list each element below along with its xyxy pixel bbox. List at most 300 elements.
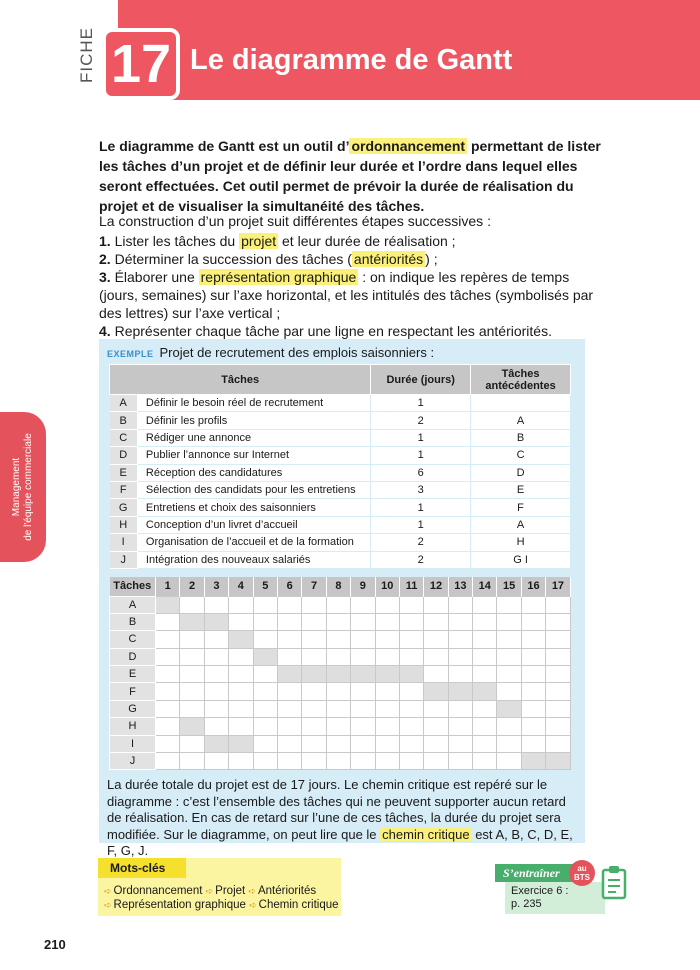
steps-lead: La construction d’un projet suit différentes étapes successives :: [99, 213, 491, 229]
gantt-empty-cell: [424, 648, 448, 665]
gantt-empty-cell: [448, 666, 472, 683]
side-tab: [0, 412, 46, 562]
gantt-empty-cell: [180, 700, 204, 717]
gantt-empty-cell: [253, 718, 277, 735]
gantt-empty-cell: [326, 735, 350, 752]
gantt-empty-cell: [399, 735, 423, 752]
gantt-empty-cell: [180, 648, 204, 665]
arrow-icon: ➪: [104, 900, 112, 910]
task-antecedents-cell: [471, 395, 571, 412]
gantt-day-label: 5: [253, 577, 277, 596]
gantt-empty-cell: [277, 648, 301, 665]
keyword-item: Antériorités: [257, 885, 317, 897]
gantt-empty-cell: [351, 613, 375, 630]
gantt-empty-cell: [229, 700, 253, 717]
keywords-line-2: [104, 899, 339, 911]
page-number: 210: [44, 937, 66, 952]
gantt-empty-cell: [497, 683, 521, 700]
gantt-empty-cell: [156, 613, 180, 630]
gantt-empty-cell: [326, 596, 350, 613]
gantt-empty-cell: [351, 648, 375, 665]
gantt-day-label: 14: [473, 577, 497, 596]
gantt-bar-cell: [424, 683, 448, 700]
task-letter-cell: I: [110, 534, 138, 551]
task-row: [110, 429, 571, 446]
step-1: 1. Lister les tâches du projet et leur durée de réalisation ;: [99, 233, 456, 249]
gantt-empty-cell: [521, 596, 545, 613]
gantt-empty-cell: [375, 631, 399, 648]
task-row: [110, 516, 571, 533]
gantt-empty-cell: [473, 613, 497, 630]
task-name-cell: Sélection des candidats pour les entretiens: [137, 481, 370, 498]
fiche-label: FICHE: [77, 27, 96, 83]
gantt-empty-cell: [253, 683, 277, 700]
example-box: [99, 339, 585, 858]
gantt-empty-cell: [326, 753, 350, 770]
example-footer: La durée totale du projet est de 17 jours. Le chemin critique est repéré sur le diagramme : c’est l’ensemble des tâches qui ne peuvent supporter aucun retard de réalisation. En cas de retard sur l’une de ces tâches, la durée du projet sera modifiée. Sur le diagramme, on peut lire que le chemin critique est A, B, C, D, E, F, G, J.: [107, 777, 573, 858]
gantt-empty-cell: [375, 596, 399, 613]
gantt-empty-cell: [302, 700, 326, 717]
keyword-item: Projet: [215, 885, 246, 897]
task-letter-cell: J: [110, 551, 138, 568]
gantt-bar-cell: [156, 596, 180, 613]
gantt-empty-cell: [546, 596, 570, 613]
gantt-empty-cell: [473, 718, 497, 735]
highlight-ordonnancement: ordonnancement: [351, 138, 466, 154]
gantt-empty-cell: [229, 648, 253, 665]
gantt-empty-cell: [302, 718, 326, 735]
gantt-empty-cell: [375, 613, 399, 630]
task-duration-cell: 3: [371, 481, 471, 498]
example-title: Projet de recrutement des emplois saisonniers :: [159, 345, 435, 360]
task-name-cell: Rédiger une annonce: [137, 429, 370, 446]
gantt-empty-cell: [156, 718, 180, 735]
gantt-day-label: 13: [448, 577, 472, 596]
gantt-bar-cell: [180, 718, 204, 735]
steps-list: [99, 212, 609, 340]
gantt-empty-cell: [351, 753, 375, 770]
gantt-row: [110, 666, 571, 683]
task-row: [110, 447, 571, 464]
header-duration: Durée (jours): [371, 365, 471, 395]
gantt-empty-cell: [375, 735, 399, 752]
gantt-empty-cell: [399, 596, 423, 613]
keyword-item: Ordonnancement: [113, 885, 203, 897]
gantt-empty-cell: [521, 648, 545, 665]
gantt-empty-cell: [229, 683, 253, 700]
gantt-empty-cell: [326, 648, 350, 665]
gantt-empty-cell: [277, 596, 301, 613]
gantt-bar-cell: [229, 735, 253, 752]
gantt-empty-cell: [473, 700, 497, 717]
gantt-empty-cell: [424, 718, 448, 735]
arrow-icon: ➪: [249, 900, 257, 910]
gantt-empty-cell: [204, 718, 228, 735]
task-row: [110, 412, 571, 429]
gantt-empty-cell: [546, 648, 570, 665]
header-tasks: Tâches: [110, 365, 371, 395]
gantt-bar-cell: [546, 753, 570, 770]
gantt-empty-cell: [302, 613, 326, 630]
gantt-empty-cell: [326, 631, 350, 648]
task-duration-cell: 1: [371, 499, 471, 516]
gantt-empty-cell: [424, 700, 448, 717]
gantt-empty-cell: [351, 700, 375, 717]
gantt-empty-cell: [497, 613, 521, 630]
gantt-day-label: 16: [521, 577, 545, 596]
gantt-empty-cell: [424, 631, 448, 648]
keyword-item: Représentation graphique: [113, 899, 246, 911]
gantt-bar-cell: [399, 666, 423, 683]
gantt-day-label: 4: [229, 577, 253, 596]
gantt-empty-cell: [521, 613, 545, 630]
keyword-item: Chemin critique: [258, 899, 339, 911]
keywords-box: [98, 858, 341, 916]
task-antecedents-cell: E: [471, 481, 571, 498]
gantt-day-label: 2: [180, 577, 204, 596]
gantt-day-label: 11: [399, 577, 423, 596]
task-row: [110, 464, 571, 481]
gantt-empty-cell: [351, 683, 375, 700]
gantt-empty-cell: [302, 596, 326, 613]
gantt-bar-cell: [229, 631, 253, 648]
gantt-empty-cell: [180, 596, 204, 613]
gantt-empty-cell: [399, 631, 423, 648]
gantt-bar-cell: [375, 666, 399, 683]
gantt-empty-cell: [180, 753, 204, 770]
gantt-empty-cell: [497, 753, 521, 770]
gantt-row-label: A: [110, 596, 156, 613]
gantt-empty-cell: [546, 631, 570, 648]
gantt-empty-cell: [302, 648, 326, 665]
gantt-empty-cell: [204, 700, 228, 717]
task-antecedents-cell: D: [471, 464, 571, 481]
gantt-empty-cell: [156, 735, 180, 752]
gantt-bar-cell: [204, 613, 228, 630]
gantt-empty-cell: [204, 631, 228, 648]
entrainer-tag: S’entraîner: [495, 864, 579, 882]
gantt-empty-cell: [229, 613, 253, 630]
gantt-empty-cell: [473, 631, 497, 648]
gantt-day-label: 15: [497, 577, 521, 596]
example-heading: [107, 345, 434, 360]
task-antecedents-cell: F: [471, 499, 571, 516]
gantt-day-label: 9: [351, 577, 375, 596]
task-antecedents-cell: H: [471, 534, 571, 551]
gantt-empty-cell: [229, 596, 253, 613]
exercise-reference[interactable]: Exercice 6 : p. 235: [505, 882, 605, 914]
task-name-cell: Définir le besoin réel de recrutement: [137, 395, 370, 412]
gantt-row-label: F: [110, 683, 156, 700]
gantt-row: [110, 683, 571, 700]
task-duration-cell: 2: [371, 534, 471, 551]
gantt-empty-cell: [399, 683, 423, 700]
gantt-empty-cell: [302, 735, 326, 752]
gantt-empty-cell: [424, 735, 448, 752]
side-tab-line2: de l'équipe commerciale: [23, 433, 34, 541]
gantt-bar-cell: [521, 753, 545, 770]
gantt-bar-cell: [180, 613, 204, 630]
gantt-empty-cell: [497, 735, 521, 752]
gantt-empty-cell: [229, 753, 253, 770]
gantt-empty-cell: [521, 666, 545, 683]
gantt-row: [110, 648, 571, 665]
page-title: Le diagramme de Gantt: [190, 44, 513, 76]
gantt-empty-cell: [375, 718, 399, 735]
gantt-empty-cell: [473, 753, 497, 770]
arrow-icon: ➪: [104, 886, 112, 896]
gantt-row: [110, 596, 571, 613]
gantt-row: [110, 700, 571, 717]
gantt-row: [110, 631, 571, 648]
gantt-empty-cell: [277, 613, 301, 630]
gantt-empty-cell: [521, 718, 545, 735]
task-letter-cell: E: [110, 464, 138, 481]
task-name-cell: Réception des candidatures: [137, 464, 370, 481]
gantt-empty-cell: [473, 648, 497, 665]
gantt-empty-cell: [448, 718, 472, 735]
step-3: 3. Élaborer une représentation graphique : on indique les repères de temps (jours, semaines) sur l’axe horizontal, et les intitulés des tâches (symbolisés par des lettres) sur l’axe vertical ;: [99, 269, 594, 321]
gantt-empty-cell: [424, 613, 448, 630]
gantt-empty-cell: [253, 666, 277, 683]
gantt-empty-cell: [326, 683, 350, 700]
gantt-empty-cell: [546, 735, 570, 752]
task-antecedents-cell: A: [471, 516, 571, 533]
task-letter-cell: F: [110, 481, 138, 498]
task-letter-cell: B: [110, 412, 138, 429]
gantt-empty-cell: [253, 735, 277, 752]
step-2: 2. Déterminer la succession des tâches ( antériorités ) ;: [99, 251, 438, 267]
gantt-bar-cell: [253, 648, 277, 665]
gantt-empty-cell: [180, 735, 204, 752]
gantt-empty-cell: [448, 613, 472, 630]
gantt-empty-cell: [448, 753, 472, 770]
gantt-empty-cell: [180, 683, 204, 700]
gantt-empty-cell: [473, 596, 497, 613]
gantt-bar-cell: [277, 666, 301, 683]
arrow-icon: ➪: [205, 886, 214, 896]
gantt-empty-cell: [277, 683, 301, 700]
task-antecedents-cell: G I: [471, 551, 571, 568]
gantt-empty-cell: [546, 700, 570, 717]
task-name-cell: Conception d’un livret d’accueil: [137, 516, 370, 533]
gantt-row-label: B: [110, 613, 156, 630]
task-antecedents-cell: C: [471, 447, 571, 464]
gantt-empty-cell: [277, 753, 301, 770]
gantt-empty-cell: [302, 753, 326, 770]
gantt-empty-cell: [253, 613, 277, 630]
task-duration-cell: 2: [371, 412, 471, 429]
arrow-icon: ➪: [248, 886, 256, 896]
gantt-empty-cell: [326, 700, 350, 717]
task-letter-cell: G: [110, 499, 138, 516]
task-name-cell: Entretiens et choix des saisonniers: [137, 499, 370, 516]
gantt-empty-cell: [204, 683, 228, 700]
gantt-empty-cell: [546, 613, 570, 630]
task-antecedents-cell: B: [471, 429, 571, 446]
gantt-day-label: 10: [375, 577, 399, 596]
gantt-row-label: C: [110, 631, 156, 648]
step-4: 4. Représenter chaque tâche par une ligne en respectant les antériorités.: [99, 323, 552, 339]
gantt-empty-cell: [351, 735, 375, 752]
gantt-empty-cell: [424, 596, 448, 613]
gantt-bar-cell: [497, 700, 521, 717]
gantt-empty-cell: [180, 631, 204, 648]
gantt-empty-cell: [375, 700, 399, 717]
gantt-empty-cell: [277, 735, 301, 752]
gantt-row: [110, 718, 571, 735]
gantt-empty-cell: [497, 666, 521, 683]
gantt-row: [110, 753, 571, 770]
gantt-empty-cell: [521, 683, 545, 700]
gantt-empty-cell: [156, 683, 180, 700]
task-letter-cell: H: [110, 516, 138, 533]
task-table: [109, 364, 571, 569]
task-letter-cell: A: [110, 395, 138, 412]
task-row: [110, 481, 571, 498]
bts-badge: au BTS: [569, 860, 595, 886]
gantt-empty-cell: [424, 666, 448, 683]
gantt-empty-cell: [546, 683, 570, 700]
gantt-empty-cell: [204, 596, 228, 613]
example-label: EXEMPLE: [107, 349, 154, 359]
gantt-empty-cell: [375, 683, 399, 700]
entrainer-box: [495, 860, 645, 920]
gantt-empty-cell: [399, 718, 423, 735]
gantt-empty-cell: [497, 631, 521, 648]
task-duration-cell: 1: [371, 447, 471, 464]
task-name-cell: Publier l’annonce sur Internet: [137, 447, 370, 464]
gantt-empty-cell: [277, 631, 301, 648]
gantt-empty-cell: [326, 718, 350, 735]
gantt-empty-cell: [497, 648, 521, 665]
gantt-chart: [109, 577, 571, 770]
gantt-empty-cell: [229, 718, 253, 735]
gantt-row-label: J: [110, 753, 156, 770]
task-duration-cell: 1: [371, 516, 471, 533]
gantt-empty-cell: [253, 596, 277, 613]
keywords-line-1: [104, 885, 316, 897]
gantt-empty-cell: [375, 753, 399, 770]
gantt-empty-cell: [351, 718, 375, 735]
gantt-empty-cell: [326, 613, 350, 630]
gantt-empty-cell: [497, 718, 521, 735]
header-antecedents: Tâches antécédentes: [471, 365, 571, 395]
gantt-empty-cell: [156, 666, 180, 683]
gantt-empty-cell: [448, 631, 472, 648]
gantt-empty-cell: [497, 596, 521, 613]
task-name-cell: Définir les profils: [137, 412, 370, 429]
gantt-row-label: H: [110, 718, 156, 735]
gantt-empty-cell: [399, 648, 423, 665]
gantt-bar-cell: [302, 666, 326, 683]
gantt-bar-cell: [473, 683, 497, 700]
gantt-empty-cell: [473, 735, 497, 752]
gantt-header-tasks: Tâches: [110, 577, 156, 596]
gantt-empty-cell: [448, 648, 472, 665]
gantt-empty-cell: [156, 753, 180, 770]
task-duration-cell: 1: [371, 395, 471, 412]
task-row: [110, 534, 571, 551]
task-duration-cell: 1: [371, 429, 471, 446]
gantt-day-label: 1: [156, 577, 180, 596]
gantt-empty-cell: [399, 753, 423, 770]
gantt-day-label: 6: [277, 577, 301, 596]
gantt-empty-cell: [399, 613, 423, 630]
gantt-bar-cell: [351, 666, 375, 683]
gantt-empty-cell: [156, 648, 180, 665]
task-duration-cell: 6: [371, 464, 471, 481]
gantt-empty-cell: [521, 735, 545, 752]
gantt-empty-cell: [375, 648, 399, 665]
task-letter-cell: C: [110, 429, 138, 446]
gantt-empty-cell: [253, 700, 277, 717]
gantt-empty-cell: [204, 753, 228, 770]
gantt-day-label: 12: [424, 577, 448, 596]
task-row: [110, 395, 571, 412]
gantt-empty-cell: [204, 648, 228, 665]
gantt-bar-cell: [326, 666, 350, 683]
gantt-empty-cell: [521, 631, 545, 648]
task-letter-cell: D: [110, 447, 138, 464]
gantt-empty-cell: [521, 700, 545, 717]
gantt-empty-cell: [399, 700, 423, 717]
task-row: [110, 551, 571, 568]
gantt-empty-cell: [253, 631, 277, 648]
gantt-empty-cell: [351, 631, 375, 648]
gantt-bar-cell: [204, 735, 228, 752]
gantt-empty-cell: [180, 666, 204, 683]
gantt-row-label: E: [110, 666, 156, 683]
gantt-empty-cell: [277, 718, 301, 735]
gantt-empty-cell: [204, 666, 228, 683]
gantt-row: [110, 735, 571, 752]
gantt-empty-cell: [229, 666, 253, 683]
side-tab-line1: Management: [11, 457, 22, 517]
gantt-empty-cell: [546, 718, 570, 735]
gantt-row-label: I: [110, 735, 156, 752]
gantt-empty-cell: [448, 700, 472, 717]
gantt-day-label: 3: [204, 577, 228, 596]
gantt-empty-cell: [448, 735, 472, 752]
gantt-row-label: D: [110, 648, 156, 665]
gantt-empty-cell: [448, 596, 472, 613]
gantt-day-label: 17: [546, 577, 570, 596]
task-row: [110, 499, 571, 516]
highlight-chemin-critique: chemin critique: [382, 826, 470, 842]
gantt-empty-cell: [546, 666, 570, 683]
gantt-day-label: 8: [326, 577, 350, 596]
task-antecedents-cell: A: [471, 412, 571, 429]
gantt-row: [110, 613, 571, 630]
task-name-cell: Organisation de l’accueil et de la formation: [137, 534, 370, 551]
task-name-cell: Intégration des nouveaux salariés: [137, 551, 370, 568]
gantt-empty-cell: [351, 596, 375, 613]
gantt-empty-cell: [277, 700, 301, 717]
gantt-empty-cell: [253, 753, 277, 770]
task-duration-cell: 2: [371, 551, 471, 568]
gantt-empty-cell: [302, 683, 326, 700]
gantt-empty-cell: [156, 631, 180, 648]
gantt-empty-cell: [424, 753, 448, 770]
gantt-empty-cell: [473, 666, 497, 683]
keywords-title: Mots-clés: [98, 858, 186, 878]
fiche-number-box: [102, 28, 180, 100]
gantt-empty-cell: [156, 700, 180, 717]
gantt-empty-cell: [302, 631, 326, 648]
gantt-day-label: 7: [302, 577, 326, 596]
gantt-row-label: G: [110, 700, 156, 717]
